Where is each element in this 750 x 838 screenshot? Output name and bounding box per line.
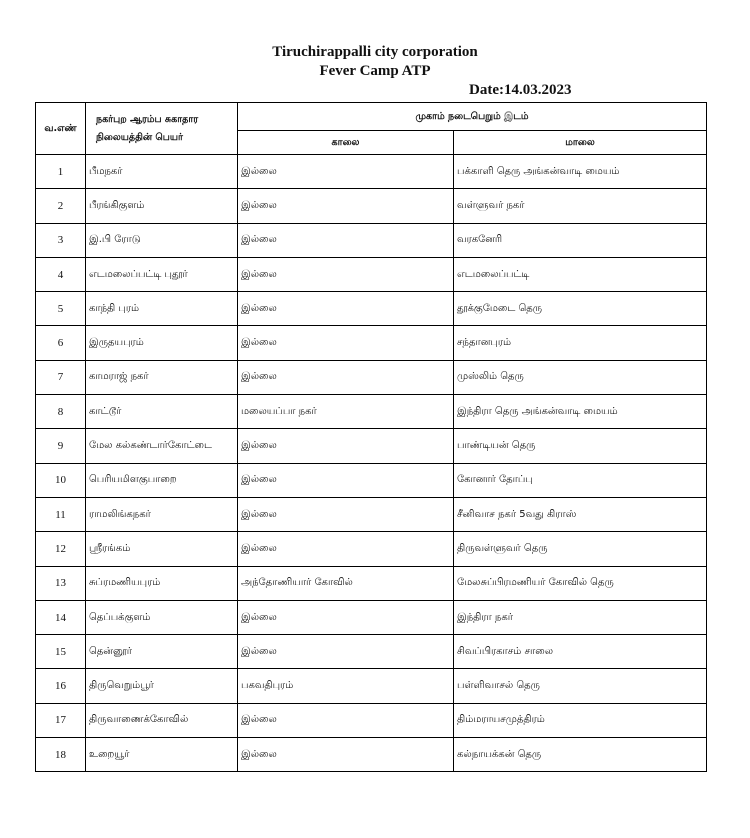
table-row [36, 155, 707, 189]
document-title: Tiruchirappalli city corporation [272, 44, 478, 60]
cell-serial-number: 2 [36, 189, 86, 223]
cell-health-centre-name: பெரியமிளகுபாறை [86, 463, 238, 497]
cell-morning-venue: இல்லை [238, 429, 454, 463]
cell-serial-number: 16 [36, 669, 86, 703]
cell-health-centre-name: உறையூர் [86, 738, 238, 772]
cell-evening-venue: தூக்குமேடை தெரு [454, 292, 707, 326]
cell-health-centre-name: திருவெறும்பூர் [86, 669, 238, 703]
cell-health-centre-name: காட்டூர் [86, 395, 238, 429]
table-row [36, 738, 707, 772]
cell-health-centre-name: தெப்பக்குளம் [86, 600, 238, 634]
cell-evening-venue: பள்ளிவாசல் தெரு [454, 669, 707, 703]
table-row [36, 669, 707, 703]
cell-morning-venue: இல்லை [238, 155, 454, 189]
cell-health-centre-name: காந்தி புரம் [86, 292, 238, 326]
cell-serial-number: 1 [36, 155, 86, 189]
cell-health-centre-name: இ.பி ரோடு [86, 223, 238, 257]
header-evening: மாலை [454, 131, 707, 155]
cell-morning-venue: இல்லை [238, 532, 454, 566]
table-row [36, 360, 707, 394]
cell-serial-number: 11 [36, 497, 86, 531]
cell-health-centre-name: ஸ்ரீரங்கம் [86, 532, 238, 566]
cell-morning-venue: இல்லை [238, 257, 454, 291]
table-row [36, 223, 707, 257]
table-header-row [36, 103, 707, 131]
cell-health-centre-name: பீரங்கிகுளம் [86, 189, 238, 223]
table-row [36, 703, 707, 737]
cell-morning-venue: மலையப்பா நகர் [238, 395, 454, 429]
table-row [36, 429, 707, 463]
table-row [36, 635, 707, 669]
cell-serial-number: 7 [36, 360, 86, 394]
cell-morning-venue: இல்லை [238, 463, 454, 497]
cell-evening-venue: இந்திரா நகர் [454, 600, 707, 634]
cell-serial-number: 9 [36, 429, 86, 463]
cell-evening-venue: கோனார் தோப்பு [454, 463, 707, 497]
cell-evening-venue: வள்ளுவர் நகர் [454, 189, 707, 223]
table-row [36, 566, 707, 600]
cell-evening-venue: முஸ்லிம் தெரு [454, 360, 707, 394]
cell-evening-venue: சிவப்பிரகாசம் சாலை [454, 635, 707, 669]
header-camp-venue: முகாம் நடைபெறும் இடம் [238, 103, 707, 131]
cell-evening-venue: எடமலைப்பட்டி [454, 257, 707, 291]
cell-health-centre-name: தென்னூர் [86, 635, 238, 669]
table-row [36, 189, 707, 223]
table-row [36, 497, 707, 531]
table-row [36, 600, 707, 634]
cell-evening-venue: சந்தானபுரம் [454, 326, 707, 360]
cell-morning-venue: இல்லை [238, 223, 454, 257]
cell-health-centre-name: பீமநகர் [86, 155, 238, 189]
cell-evening-venue: பக்காளி தெரு அங்கன்வாடி மையம் [454, 155, 707, 189]
document-date: Date:14.03.2023 [469, 82, 572, 98]
cell-serial-number: 10 [36, 463, 86, 497]
cell-health-centre-name: காமராஜ் நகர் [86, 360, 238, 394]
cell-evening-venue: திம்மராயசமுத்திரம் [454, 703, 707, 737]
cell-evening-venue: சீனிவாச நகர் 5வது கிராஸ் [454, 497, 707, 531]
cell-morning-venue: இல்லை [238, 703, 454, 737]
cell-morning-venue: இல்லை [238, 600, 454, 634]
cell-morning-venue: பகவதிபுரம் [238, 669, 454, 703]
cell-evening-venue: வரகனேரி [454, 223, 707, 257]
cell-serial-number: 17 [36, 703, 86, 737]
cell-health-centre-name: இருதயபுரம் [86, 326, 238, 360]
cell-evening-venue: கல்நாயக்கன் தெரு [454, 738, 707, 772]
cell-health-centre-name: மேல கல்கண்டார்கோட்டை [86, 429, 238, 463]
cell-morning-venue: இல்லை [238, 635, 454, 669]
cell-serial-number: 13 [36, 566, 86, 600]
cell-morning-venue: அந்தோணியார் கோவில் [238, 566, 454, 600]
cell-serial-number: 4 [36, 257, 86, 291]
cell-serial-number: 3 [36, 223, 86, 257]
cell-morning-venue: இல்லை [238, 189, 454, 223]
cell-morning-venue: இல்லை [238, 738, 454, 772]
cell-morning-venue: இல்லை [238, 292, 454, 326]
cell-serial-number: 6 [36, 326, 86, 360]
table-row [36, 463, 707, 497]
cell-morning-venue: இல்லை [238, 360, 454, 394]
cell-evening-venue: திருவள்ளுவர் தெரு [454, 532, 707, 566]
cell-serial-number: 8 [36, 395, 86, 429]
cell-serial-number: 5 [36, 292, 86, 326]
header-health-centre-name: நகர்புற ஆரம்ப சுகாதார நிலையத்தின் பெயர் [86, 103, 238, 155]
cell-health-centre-name: எடமலைப்பட்டி புதூர் [86, 257, 238, 291]
cell-morning-venue: இல்லை [238, 326, 454, 360]
header-serial-number: வ.எண் [36, 103, 86, 155]
fever-camp-table [35, 102, 707, 772]
cell-evening-venue: இந்திரா தெரு அங்கன்வாடி மையம் [454, 395, 707, 429]
header-morning: காலை [238, 131, 454, 155]
document-subtitle: Fever Camp ATP [319, 63, 431, 79]
table-row [36, 257, 707, 291]
table-row [36, 395, 707, 429]
cell-health-centre-name: திருவாணைக்கோவில் [86, 703, 238, 737]
cell-health-centre-name: சுப்ரமணியபுரம் [86, 566, 238, 600]
cell-health-centre-name: ராமலிங்கநகர் [86, 497, 238, 531]
cell-evening-venue: பாண்டியன் தெரு [454, 429, 707, 463]
cell-evening-venue: மேலசுப்பிரமணியர் கோவில் தெரு [454, 566, 707, 600]
cell-serial-number: 15 [36, 635, 86, 669]
cell-serial-number: 12 [36, 532, 86, 566]
cell-serial-number: 14 [36, 600, 86, 634]
table-row [36, 292, 707, 326]
table-row [36, 532, 707, 566]
cell-serial-number: 18 [36, 738, 86, 772]
cell-morning-venue: இல்லை [238, 497, 454, 531]
table-row [36, 326, 707, 360]
